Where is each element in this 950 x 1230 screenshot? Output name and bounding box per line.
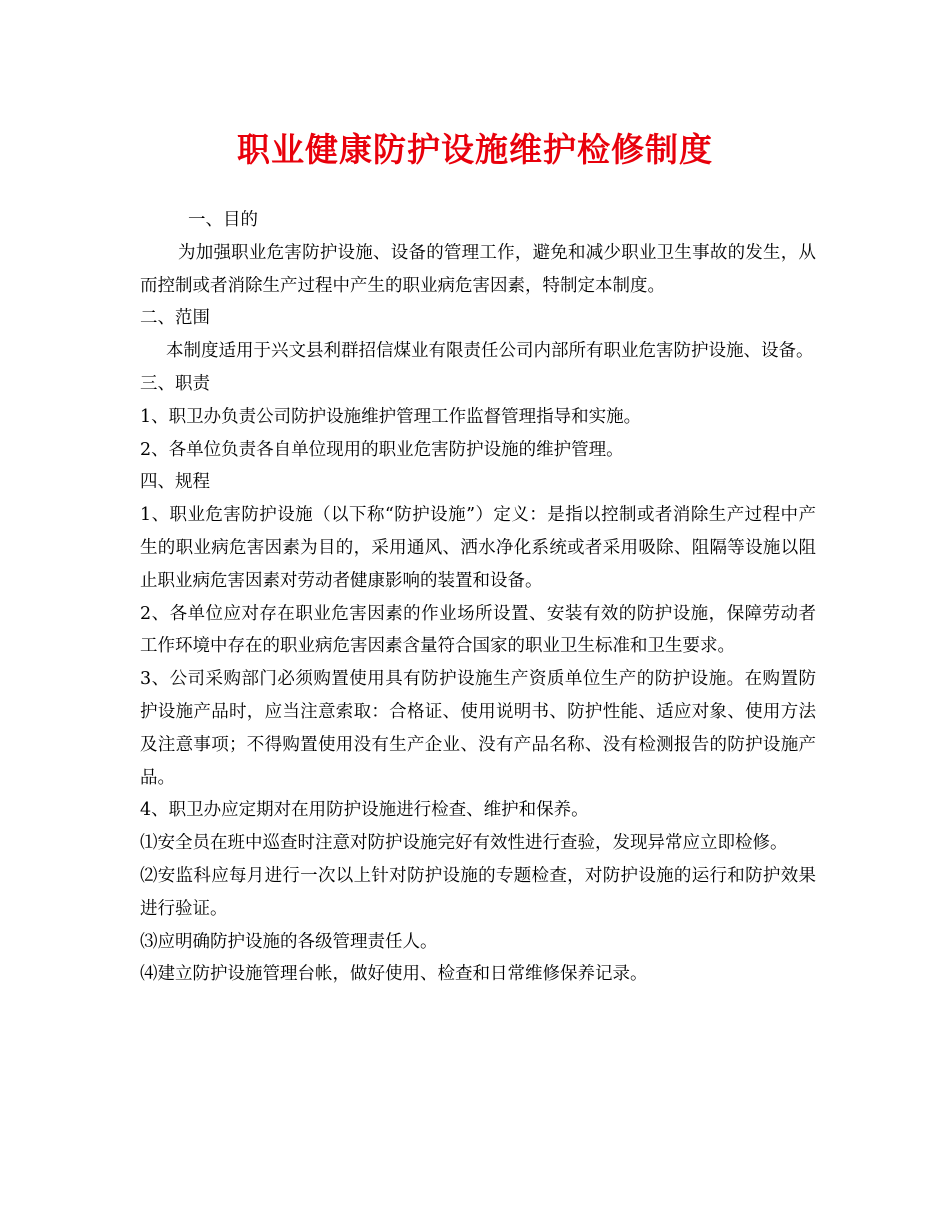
paragraph-duty-2: 2、各单位负责各自单位现用的职业危害防护设施的维护管理。 <box>140 439 624 460</box>
section-heading-purpose: 一、目的 <box>188 210 258 230</box>
paragraph-subitem-4: ⑷建立防护设施管理台帐，做好使用、检查和日常维修保养记录。 <box>140 964 648 985</box>
paragraph-subitem-2: ⑵安监科应每月进行一次以上针对防护设施的专题检查，对防护设施的运行和防护效果进行验证。 <box>140 865 816 919</box>
section-heading-procedures: 四、规程 <box>140 472 210 493</box>
section-heading-duties: 三、职责 <box>140 373 210 394</box>
document-body <box>140 204 816 991</box>
paragraph-subitem-1: ⑴安全员在班中巡查时注意对防护设施完好有效性进行查验，发现异常应立即检修。 <box>140 833 788 854</box>
paragraph-scope: 本制度适用于兴文县利群招信煤业有限责任公司内部所有职业危害防护设施、设备。 <box>166 341 814 362</box>
document-title: 职业健康防护设施维护检修制度 <box>237 130 713 169</box>
paragraph-subitem-3: ⑶应明确防护设施的各级管理责任人。 <box>140 931 438 952</box>
paragraph-duty-1: 1、职卫办负责公司防护设施维护管理工作监督管理指导和实施。 <box>140 406 642 427</box>
section-heading-scope: 二、范围 <box>140 308 210 329</box>
paragraph-procedure-2: 2、各单位应对存在职业危害因素的作业场所设置、安装有效的防护设施，保障劳动者工作环境中存在的职业病危害因素含量符合国家的职业卫生标准和卫生要求。 <box>140 603 816 657</box>
paragraph-purpose: 为加强职业危害防护设施、设备的管理工作，避免和减少职业卫生事故的发生，从而控制或者消除生产过程中产生的职业病危害因素，特制定本制度。 <box>140 242 816 296</box>
paragraph-procedure-4: 4、职卫办应定期对在用防护设施进行检查、维护和保养。 <box>140 800 589 821</box>
paragraph-procedure-1: 1、职业危害防护设施（以下称“防护设施”）定义：是指以控制或者消除生产过程中产生的职业病危害因素为目的，采用通风、洒水净化系统或者采用吸除、阻隔等设施以阻止职业病危害因素对劳动者健康影响的装置和设备。 <box>140 505 816 591</box>
paragraph-procedure-3: 3、公司采购部门必须购置使用具有防护设施生产资质单位生产的防护设施。在购置防护设施产品时，应当注意索取：合格证、使用说明书、防护性能、适应对象、使用方法及注意事项；不得购置使用没有生产企业、没有产品名称、没有检测报告的防护设施产品。 <box>140 669 816 788</box>
